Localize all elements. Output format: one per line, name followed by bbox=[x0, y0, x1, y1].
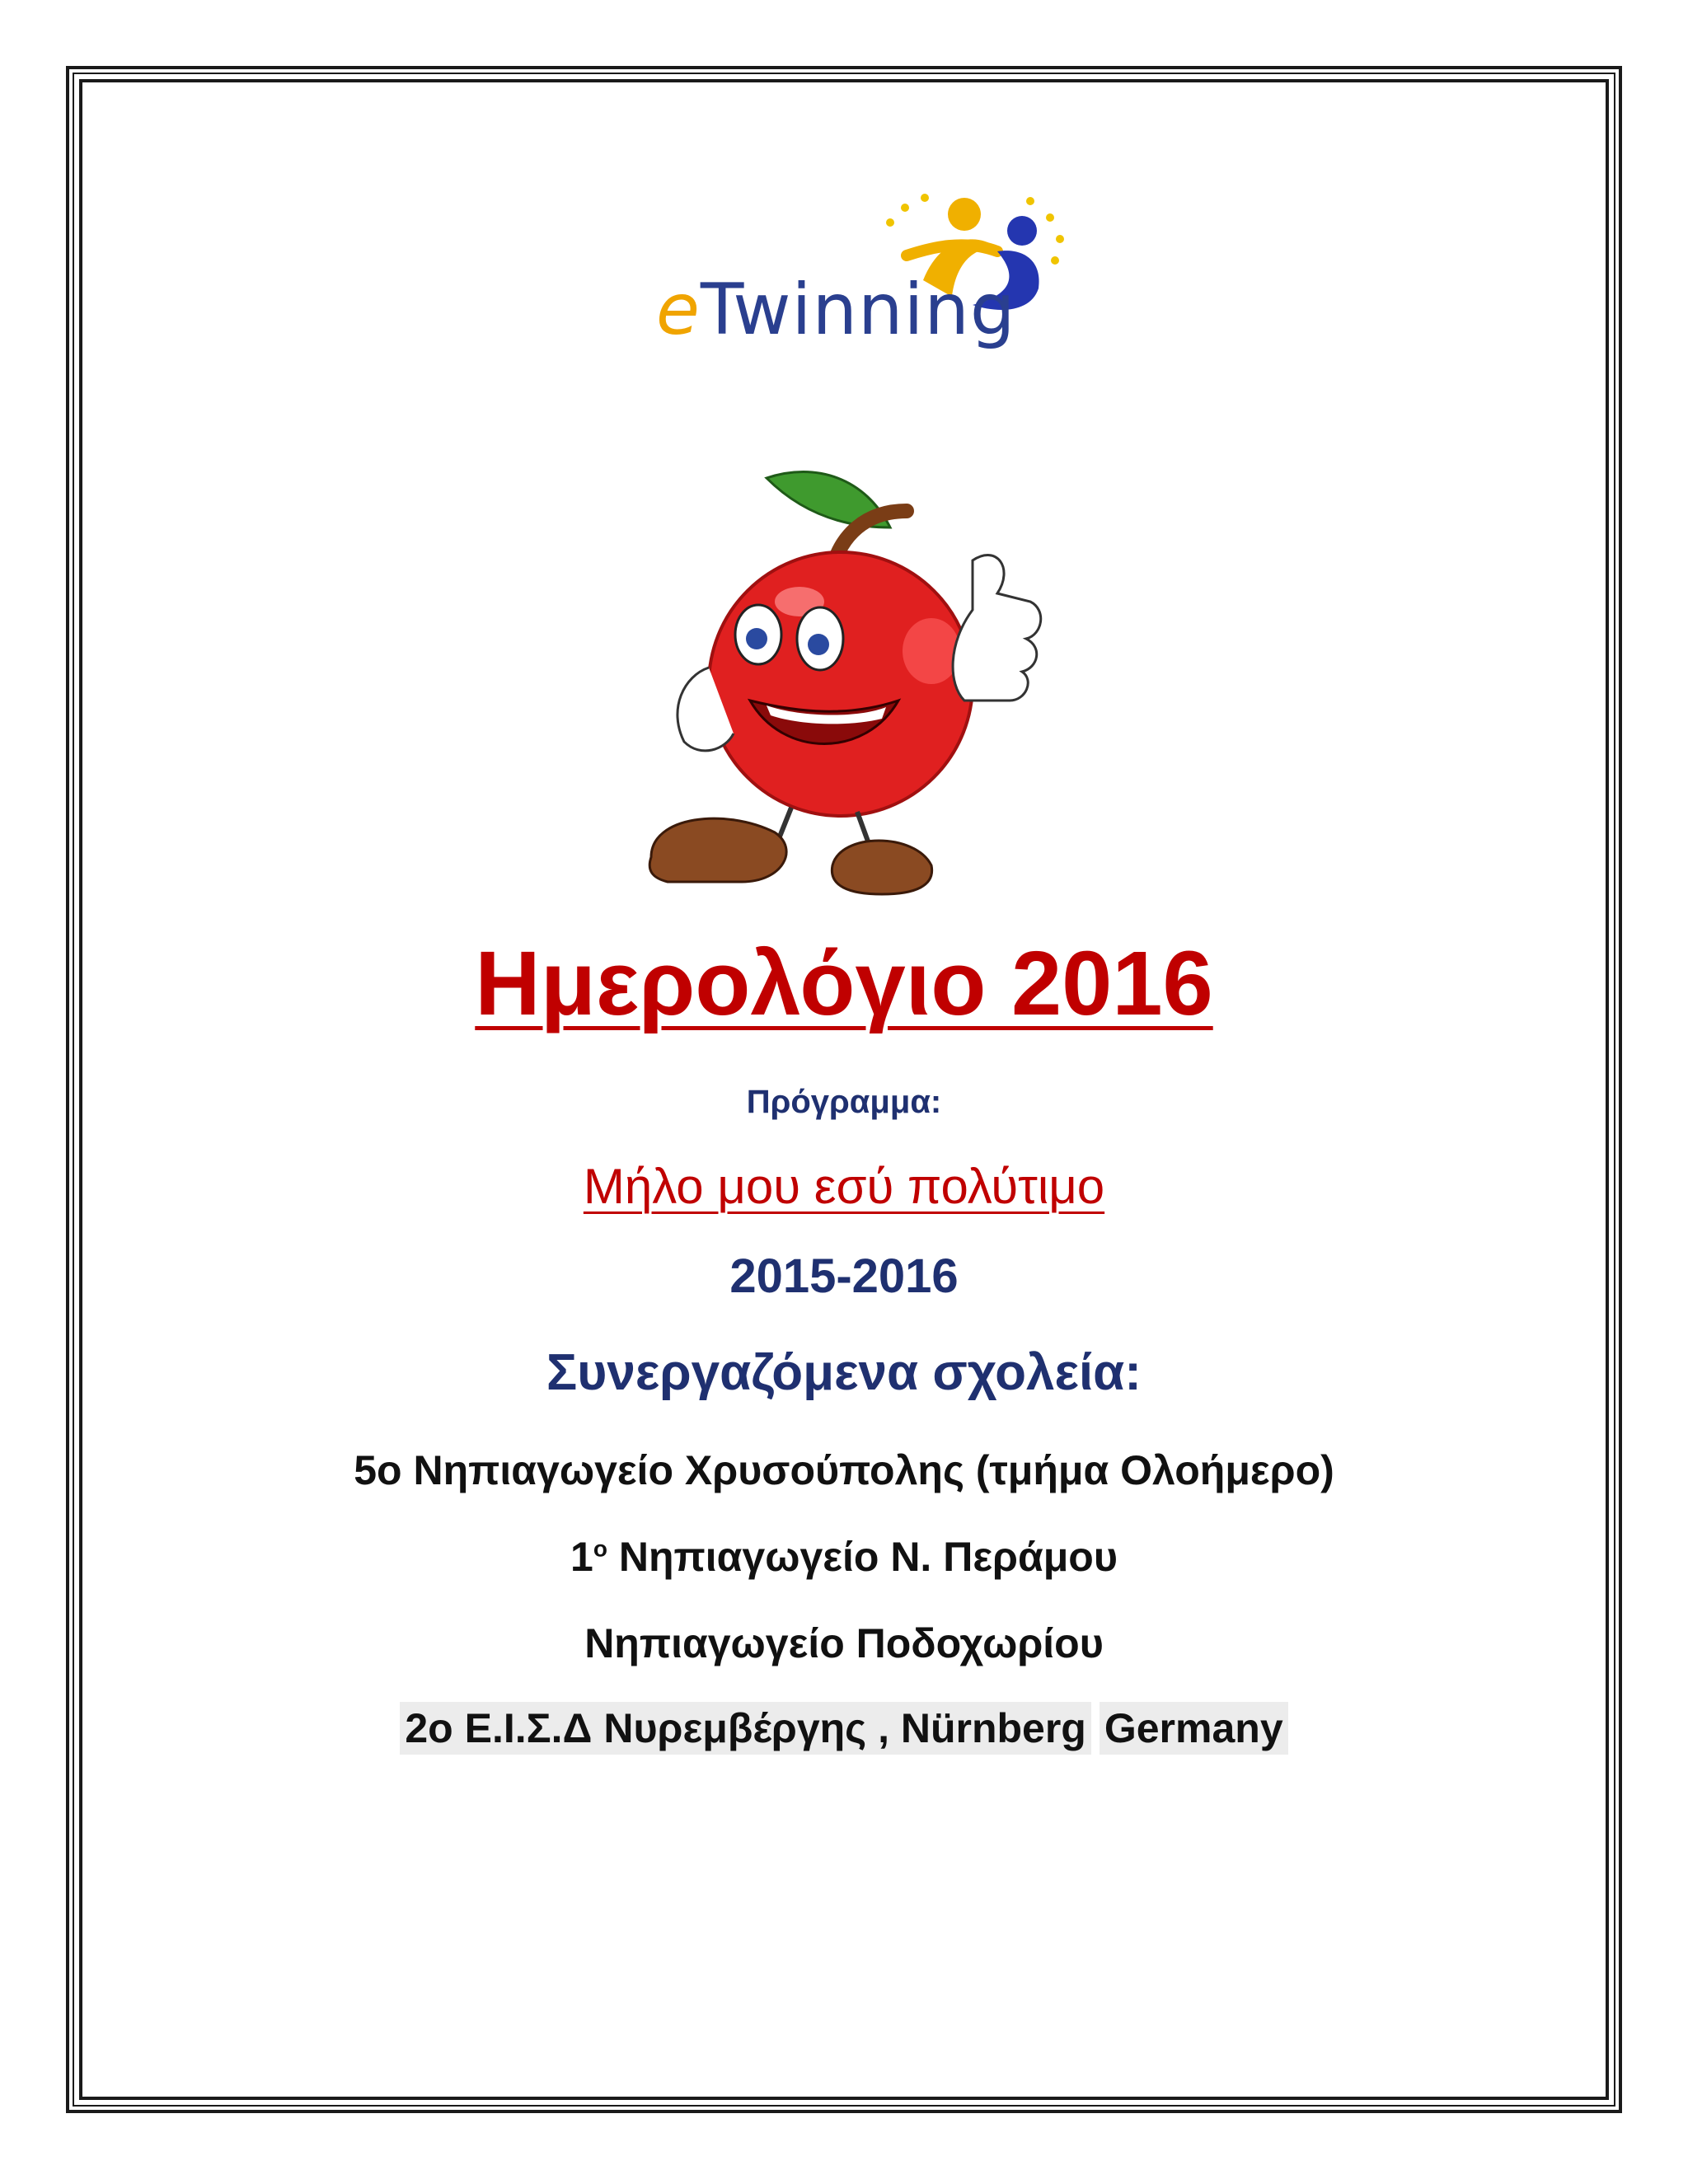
program-name: Μήλο μου εσύ πολύτιμο bbox=[583, 1159, 1105, 1214]
school-years: 2015-2016 bbox=[729, 1249, 959, 1303]
etwinning-logo bbox=[643, 190, 1071, 354]
school-nuremberg: 2ο Ε.Ι.Σ.Δ Νυρεμβέργης , Nürnberg Germany bbox=[82, 1704, 1606, 1752]
etwinning-wordmark: eTwinning bbox=[656, 269, 1016, 351]
apple-mascot-illustration bbox=[635, 462, 1047, 898]
school-podochori: Νηπιαγωγείο Ποδοχωρίου bbox=[584, 1620, 1104, 1666]
school-chrysoupoli: 5ο Νηπιαγωγείο Χρυσούπολης (τμήμα Ολοήμερο) bbox=[354, 1447, 1334, 1493]
partner-schools-heading: Συνεργαζόμενα σχολεία: bbox=[546, 1344, 1142, 1401]
calendar-title: Ημερολόγιο 2016 bbox=[475, 933, 1213, 1034]
program-label: Πρόγραμμα: bbox=[746, 1084, 942, 1120]
school-peramos: $1^o$ Νηπιαγωγείο Ν. Περάμου bbox=[570, 1534, 1118, 1580]
